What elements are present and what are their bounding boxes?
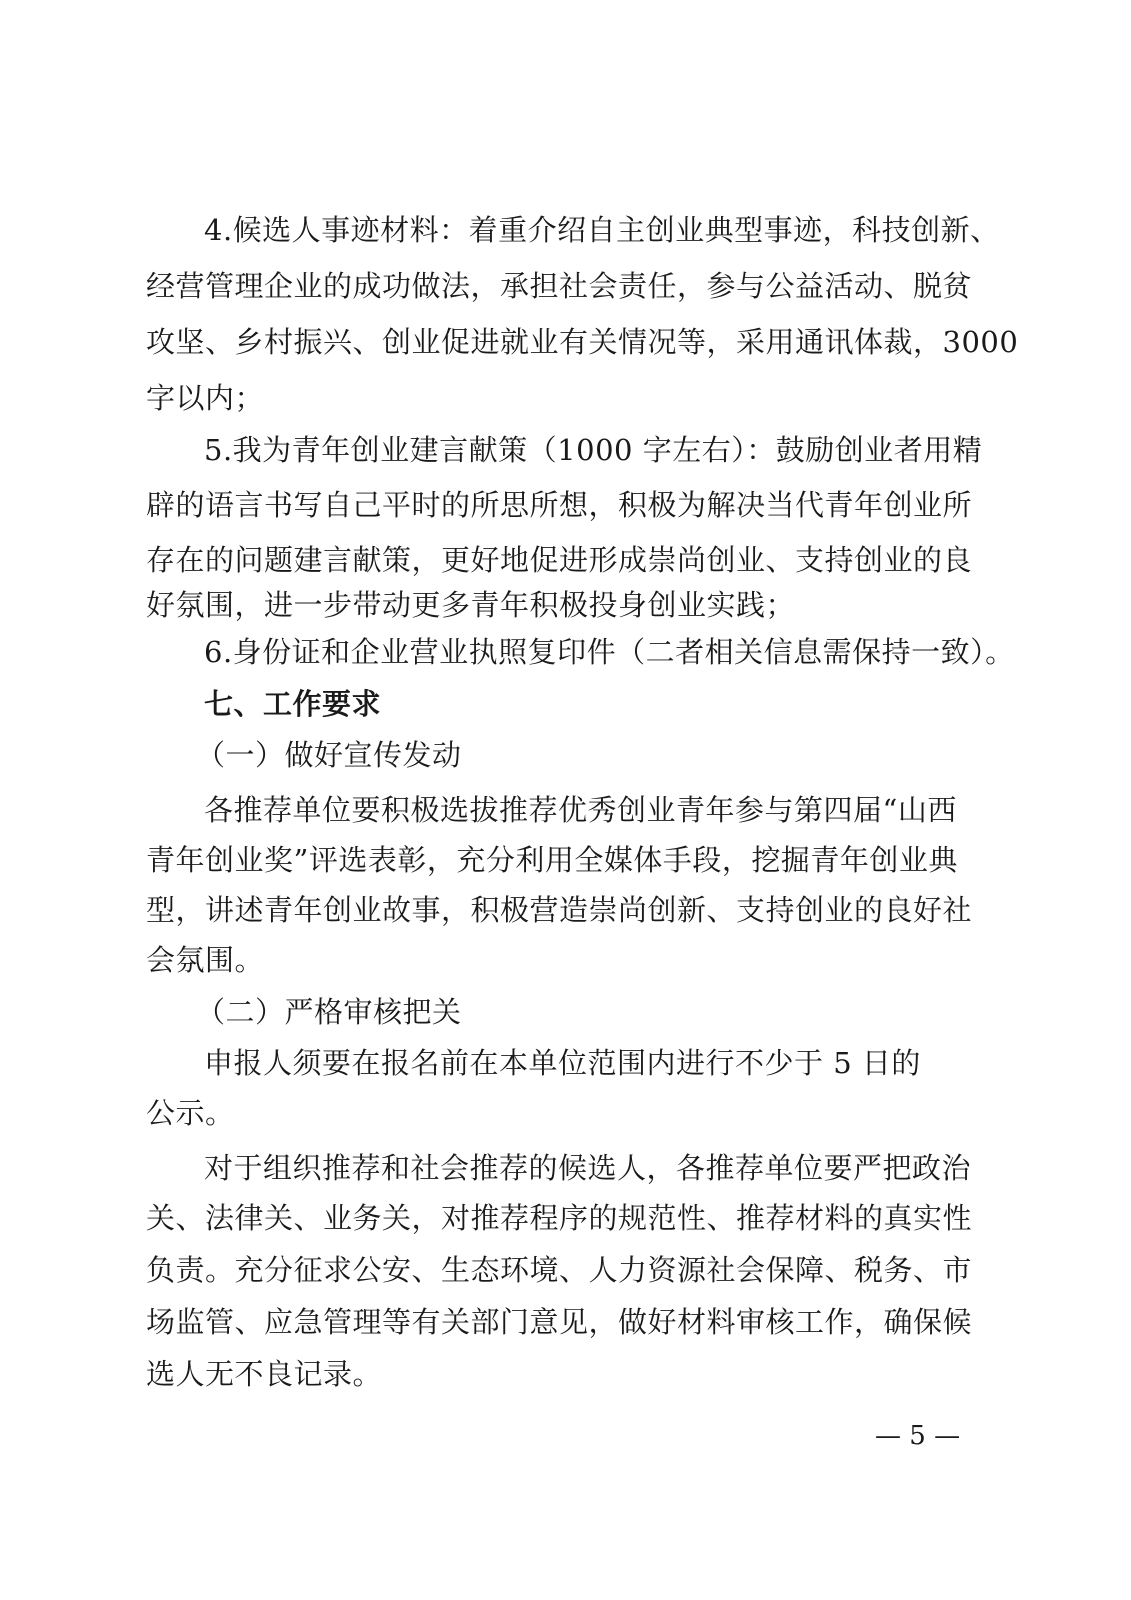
paragraph-line: 场监管、应急管理等有关部门意见，做好材料审核工作，确保候 bbox=[146, 1305, 973, 1339]
paragraph-line: 4.候选人事迹材料：着重介绍自主创业典型事迹，科技创新、 bbox=[204, 213, 1000, 247]
paragraph-line: 型，讲述青年创业故事，积极营造崇尚创新、支持创业的良好社 bbox=[146, 893, 973, 927]
subsection-heading: （二）严格审核把关 bbox=[196, 995, 462, 1029]
page-number: — 5 — bbox=[875, 1421, 961, 1451]
paragraph-line: 对于组织推荐和社会推荐的候选人，各推荐单位要严把政治 bbox=[204, 1151, 972, 1185]
paragraph-line: 公示。 bbox=[146, 1096, 235, 1130]
paragraph-line: 6.身份证和企业营业执照复印件（二者相关信息需保持一致）。 bbox=[204, 635, 1015, 669]
paragraph-line: 经营管理企业的成功做法，承担社会责任，参与公益活动、脱贫 bbox=[146, 269, 973, 303]
paragraph-line: 青年创业奖”评选表彰，充分利用全媒体手段，挖掘青年创业典 bbox=[146, 843, 958, 877]
paragraph-line: 关、法律关、业务关，对推荐程序的规范性、推荐材料的真实性 bbox=[146, 1201, 973, 1235]
paragraph-line: 5.我为青年创业建言献策（1000 字左右）：鼓励创业者用精 bbox=[204, 433, 983, 467]
paragraph-line: 攻坚、乡村振兴、创业促进就业有关情况等，采用通讯体裁，3000 bbox=[146, 325, 1019, 359]
paragraph-line: 会氛围。 bbox=[146, 943, 265, 977]
subsection-heading: （一）做好宣传发动 bbox=[196, 738, 462, 772]
paragraph-line: 字以内； bbox=[146, 381, 265, 415]
section-heading: 七、工作要求 bbox=[204, 687, 382, 721]
paragraph-line: 好氛围，进一步带动更多青年积极投身创业实践； bbox=[146, 588, 796, 622]
paragraph-line: 各推荐单位要积极选拔推荐优秀创业青年参与第四届“山西 bbox=[204, 793, 957, 827]
paragraph-line: 选人无不良记录。 bbox=[146, 1357, 383, 1391]
paragraph-line: 申报人须要在报名前在本单位范围内进行不少于 5 日的 bbox=[204, 1046, 921, 1080]
paragraph-line: 负责。充分征求公安、生态环境、人力资源社会保障、税务、市 bbox=[146, 1253, 973, 1287]
paragraph-line: 辟的语言书写自己平时的所思所想，积极为解决当代青年创业所 bbox=[146, 488, 973, 522]
paragraph-line: 存在的问题建言献策，更好地促进形成崇尚创业、支持创业的良 bbox=[146, 543, 973, 577]
